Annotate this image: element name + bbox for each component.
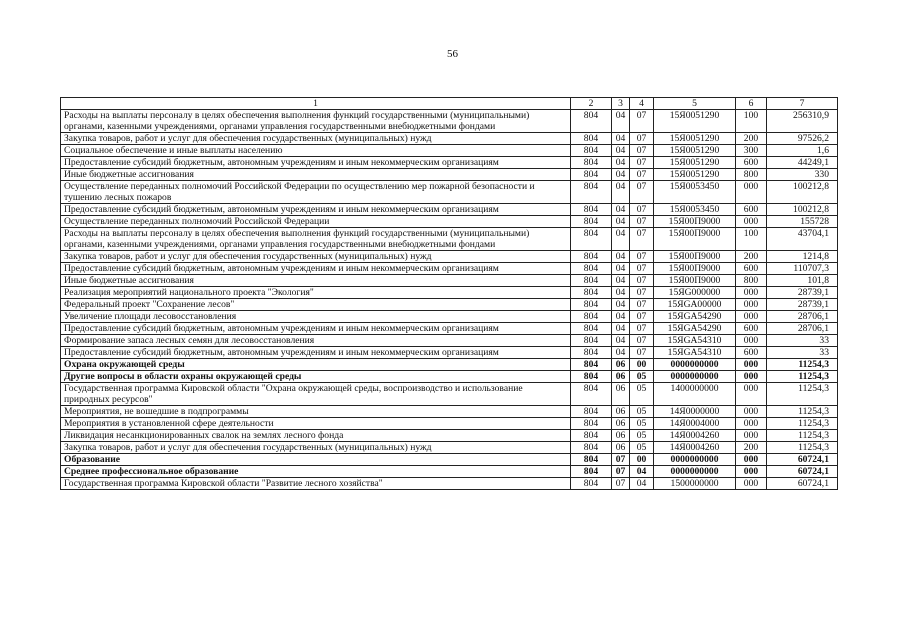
- cell-amount: 33: [767, 335, 838, 347]
- cell-amount: 11254,3: [767, 430, 838, 442]
- table-row: [61, 110, 838, 133]
- cell-ministry-code: 804: [571, 204, 612, 216]
- cell-target-article: 14Я0004260: [654, 442, 736, 454]
- cell-subsection: 07: [630, 157, 654, 169]
- cell-amount: 11254,3: [767, 383, 838, 406]
- cell-section: 06: [612, 359, 630, 371]
- cell-name: Мероприятия в установленной сфере деятельности: [61, 418, 571, 430]
- cell-amount: 60724,1: [767, 478, 838, 490]
- cell-expense-type: 000: [736, 359, 767, 371]
- cell-section: 04: [612, 133, 630, 145]
- cell-target-article: 15Я0051290: [654, 157, 736, 169]
- cell-name: Среднее профессиональное образование: [61, 466, 571, 478]
- cell-target-article: 15ЯGA54310: [654, 335, 736, 347]
- cell-subsection: 07: [630, 251, 654, 263]
- column-header-1: 1: [61, 98, 571, 110]
- cell-expense-type: 000: [736, 216, 767, 228]
- table-row: [61, 478, 838, 490]
- table-row: [61, 454, 838, 466]
- cell-ministry-code: 804: [571, 406, 612, 418]
- cell-target-article: 14Я0000000: [654, 406, 736, 418]
- cell-ministry-code: 804: [571, 299, 612, 311]
- cell-subsection: 07: [630, 335, 654, 347]
- cell-ministry-code: 804: [571, 323, 612, 335]
- cell-target-article: 15Я0051290: [654, 110, 736, 133]
- cell-target-article: 1500000000: [654, 478, 736, 490]
- cell-subsection: 07: [630, 323, 654, 335]
- table-row: [61, 430, 838, 442]
- cell-amount: 44249,1: [767, 157, 838, 169]
- cell-name: Охрана окружающей среды: [61, 359, 571, 371]
- cell-section: 04: [612, 335, 630, 347]
- cell-target-article: 15Я0053450: [654, 181, 736, 204]
- cell-expense-type: 100: [736, 110, 767, 133]
- cell-section: 06: [612, 418, 630, 430]
- cell-ministry-code: 804: [571, 359, 612, 371]
- table-row: [61, 371, 838, 383]
- cell-expense-type: 000: [736, 454, 767, 466]
- cell-expense-type: 800: [736, 275, 767, 287]
- cell-amount: 11254,3: [767, 442, 838, 454]
- cell-expense-type: 000: [736, 181, 767, 204]
- cell-name: Формирование запаса лесных семян для лесовосстановления: [61, 335, 571, 347]
- cell-subsection: 05: [630, 418, 654, 430]
- cell-subsection: 04: [630, 478, 654, 490]
- cell-section: 04: [612, 263, 630, 275]
- cell-amount: 97526,2: [767, 133, 838, 145]
- cell-name: Другие вопросы в области охраны окружающей среды: [61, 371, 571, 383]
- cell-subsection: 04: [630, 466, 654, 478]
- cell-ministry-code: 804: [571, 228, 612, 251]
- table-row: [61, 347, 838, 359]
- cell-section: 04: [612, 181, 630, 204]
- cell-section: 07: [612, 454, 630, 466]
- cell-target-article: 0000000000: [654, 371, 736, 383]
- table-row: [61, 418, 838, 430]
- cell-expense-type: 000: [736, 287, 767, 299]
- cell-target-article: 15ЯGA00000: [654, 299, 736, 311]
- cell-amount: 28706,1: [767, 311, 838, 323]
- cell-amount: 33: [767, 347, 838, 359]
- cell-amount: 1,6: [767, 145, 838, 157]
- cell-ministry-code: 804: [571, 454, 612, 466]
- cell-subsection: 00: [630, 359, 654, 371]
- cell-subsection: 07: [630, 145, 654, 157]
- column-header-2: 2: [571, 98, 612, 110]
- table-row: [61, 251, 838, 263]
- table-row: [61, 157, 838, 169]
- cell-ministry-code: 804: [571, 145, 612, 157]
- cell-ministry-code: 804: [571, 263, 612, 275]
- cell-ministry-code: 804: [571, 335, 612, 347]
- cell-ministry-code: 804: [571, 347, 612, 359]
- cell-section: 06: [612, 406, 630, 418]
- cell-amount: 11254,3: [767, 371, 838, 383]
- cell-subsection: 00: [630, 454, 654, 466]
- cell-amount: 110707,3: [767, 263, 838, 275]
- cell-section: 04: [612, 347, 630, 359]
- cell-expense-type: 600: [736, 323, 767, 335]
- cell-target-article: 0000000000: [654, 454, 736, 466]
- cell-section: 04: [612, 216, 630, 228]
- cell-target-article: 15Я00П9000: [654, 251, 736, 263]
- cell-name: Закупка товаров, работ и услуг для обеспечения государственных (муниципальных) нужд: [61, 251, 571, 263]
- column-header-4: 4: [630, 98, 654, 110]
- cell-amount: 28739,1: [767, 299, 838, 311]
- cell-expense-type: 000: [736, 418, 767, 430]
- cell-subsection: 07: [630, 169, 654, 181]
- cell-expense-type: 000: [736, 383, 767, 406]
- cell-expense-type: 000: [736, 478, 767, 490]
- cell-expense-type: 800: [736, 169, 767, 181]
- cell-name: Предоставление субсидий бюджетным, автономным учреждениям и иным некоммерческим организациям: [61, 204, 571, 216]
- budget-table: [60, 97, 838, 490]
- cell-name: Предоставление субсидий бюджетным, автономным учреждениям и иным некоммерческим организациям: [61, 347, 571, 359]
- cell-subsection: 07: [630, 216, 654, 228]
- cell-expense-type: 000: [736, 371, 767, 383]
- cell-section: 04: [612, 204, 630, 216]
- cell-subsection: 07: [630, 133, 654, 145]
- cell-name: Предоставление субсидий бюджетным, автономным учреждениям и иным некоммерческим организациям: [61, 157, 571, 169]
- cell-expense-type: 000: [736, 406, 767, 418]
- cell-section: 04: [612, 110, 630, 133]
- cell-target-article: 15ЯG000000: [654, 287, 736, 299]
- cell-expense-type: 200: [736, 133, 767, 145]
- table-row: [61, 311, 838, 323]
- cell-expense-type: 300: [736, 145, 767, 157]
- cell-name: Ликвидация несанкционированных свалок на землях лесного фонда: [61, 430, 571, 442]
- table-row: [61, 323, 838, 335]
- cell-subsection: 07: [630, 347, 654, 359]
- cell-expense-type: 600: [736, 157, 767, 169]
- cell-subsection: 07: [630, 228, 654, 251]
- table-row: [61, 406, 838, 418]
- table-row: [61, 359, 838, 371]
- cell-name: Предоставление субсидий бюджетным, автономным учреждениям и иным некоммерческим организациям: [61, 323, 571, 335]
- table-row: [61, 204, 838, 216]
- cell-section: 07: [612, 478, 630, 490]
- cell-ministry-code: 804: [571, 216, 612, 228]
- cell-expense-type: 000: [736, 466, 767, 478]
- cell-expense-type: 100: [736, 228, 767, 251]
- cell-name: Федеральный проект "Сохранение лесов": [61, 299, 571, 311]
- cell-target-article: 15Я00П9000: [654, 263, 736, 275]
- cell-subsection: 05: [630, 442, 654, 454]
- cell-expense-type: 600: [736, 204, 767, 216]
- cell-amount: 256310,9: [767, 110, 838, 133]
- cell-ministry-code: 804: [571, 383, 612, 406]
- cell-ministry-code: 804: [571, 442, 612, 454]
- cell-section: 06: [612, 442, 630, 454]
- cell-amount: 28739,1: [767, 287, 838, 299]
- cell-subsection: 07: [630, 110, 654, 133]
- cell-section: 04: [612, 275, 630, 287]
- cell-amount: 11254,3: [767, 418, 838, 430]
- cell-target-article: 15Я00П9000: [654, 228, 736, 251]
- cell-section: 04: [612, 323, 630, 335]
- cell-subsection: 07: [630, 287, 654, 299]
- cell-name: Увеличение площади лесовосстановления: [61, 311, 571, 323]
- column-header-6: 6: [736, 98, 767, 110]
- table-row: [61, 287, 838, 299]
- cell-section: 06: [612, 371, 630, 383]
- table-row: [61, 145, 838, 157]
- cell-subsection: 05: [630, 406, 654, 418]
- cell-amount: 11254,3: [767, 406, 838, 418]
- cell-expense-type: 000: [736, 335, 767, 347]
- cell-name: Иные бюджетные ассигнования: [61, 169, 571, 181]
- cell-target-article: 0000000000: [654, 359, 736, 371]
- cell-name: Государственная программа Кировской области "Развитие лесного хозяйства": [61, 478, 571, 490]
- table-row: [61, 383, 838, 406]
- cell-expense-type: 000: [736, 430, 767, 442]
- cell-ministry-code: 804: [571, 251, 612, 263]
- cell-section: 04: [612, 228, 630, 251]
- table-row: [61, 228, 838, 251]
- table-row: [61, 169, 838, 181]
- cell-ministry-code: 804: [571, 430, 612, 442]
- cell-target-article: 15Я0051290: [654, 169, 736, 181]
- cell-target-article: 15Я00П9000: [654, 275, 736, 287]
- cell-subsection: 07: [630, 299, 654, 311]
- cell-amount: 60724,1: [767, 454, 838, 466]
- cell-section: 04: [612, 287, 630, 299]
- cell-name: Иные бюджетные ассигнования: [61, 275, 571, 287]
- cell-section: 04: [612, 251, 630, 263]
- cell-section: 04: [612, 145, 630, 157]
- table-row: [61, 466, 838, 478]
- cell-name: Социальное обеспечение и иные выплаты населению: [61, 145, 571, 157]
- table-row: [61, 181, 838, 204]
- cell-ministry-code: 804: [571, 181, 612, 204]
- cell-target-article: 15ЯGA54290: [654, 311, 736, 323]
- cell-target-article: 15ЯGA54290: [654, 323, 736, 335]
- cell-ministry-code: 804: [571, 466, 612, 478]
- table-row: [61, 275, 838, 287]
- cell-name: Образование: [61, 454, 571, 466]
- cell-name: Закупка товаров, работ и услуг для обеспечения государственных (муниципальных) нужд: [61, 442, 571, 454]
- cell-target-article: 15ЯGA54310: [654, 347, 736, 359]
- cell-target-article: 0000000000: [654, 466, 736, 478]
- cell-name: Реализация мероприятий национального проекта "Экология": [61, 287, 571, 299]
- cell-amount: 28706,1: [767, 323, 838, 335]
- cell-section: 04: [612, 169, 630, 181]
- table-header-row: [61, 98, 838, 110]
- cell-amount: 43704,1: [767, 228, 838, 251]
- cell-subsection: 07: [630, 311, 654, 323]
- column-header-3: 3: [612, 98, 630, 110]
- cell-amount: 60724,1: [767, 466, 838, 478]
- cell-amount: 330: [767, 169, 838, 181]
- cell-ministry-code: 804: [571, 169, 612, 181]
- cell-name: Расходы на выплаты персоналу в целях обеспечения выполнения функций государственными (муниципальными) органами, казенными учреждениями, органами управления государственными внебюджетными фондами: [61, 110, 571, 133]
- cell-ministry-code: 804: [571, 275, 612, 287]
- table-row: [61, 216, 838, 228]
- cell-expense-type: 600: [736, 347, 767, 359]
- table-row: [61, 442, 838, 454]
- cell-section: 04: [612, 299, 630, 311]
- cell-name: Осуществление переданных полномочий Российской Федерации по осуществлению мер пожарной безопасности и тушению лесных пожаров: [61, 181, 571, 204]
- cell-target-article: 15Я0051290: [654, 145, 736, 157]
- table-row: [61, 335, 838, 347]
- cell-expense-type: 200: [736, 442, 767, 454]
- cell-amount: 11254,3: [767, 359, 838, 371]
- cell-amount: 1214,8: [767, 251, 838, 263]
- cell-subsection: 07: [630, 204, 654, 216]
- cell-amount: 155728: [767, 216, 838, 228]
- cell-subsection: 07: [630, 263, 654, 275]
- cell-name: Государственная программа Кировской области "Охрана окружающей среды, воспроизводство и использование природных ресурсов": [61, 383, 571, 406]
- cell-section: 07: [612, 466, 630, 478]
- cell-amount: 100212,8: [767, 204, 838, 216]
- cell-ministry-code: 804: [571, 133, 612, 145]
- cell-name: Расходы на выплаты персоналу в целях обеспечения выполнения функций государственными (муниципальными) органами, казенными учреждениями, органами управления государственными внебюджетными фондами: [61, 228, 571, 251]
- cell-expense-type: 000: [736, 299, 767, 311]
- cell-ministry-code: 804: [571, 157, 612, 169]
- cell-target-article: 15Я0053450: [654, 204, 736, 216]
- cell-subsection: 05: [630, 371, 654, 383]
- cell-target-article: 15Я0051290: [654, 133, 736, 145]
- cell-section: 06: [612, 383, 630, 406]
- cell-target-article: 14Я0004260: [654, 430, 736, 442]
- cell-ministry-code: 804: [571, 110, 612, 133]
- cell-target-article: 1400000000: [654, 383, 736, 406]
- cell-subsection: 05: [630, 383, 654, 406]
- cell-amount: 100212,8: [767, 181, 838, 204]
- cell-name: Осуществление переданных полномочий Российской Федерации: [61, 216, 571, 228]
- table-row: [61, 263, 838, 275]
- cell-section: 06: [612, 430, 630, 442]
- cell-target-article: 14Я0004000: [654, 418, 736, 430]
- cell-expense-type: 200: [736, 251, 767, 263]
- cell-ministry-code: 804: [571, 287, 612, 299]
- cell-section: 04: [612, 157, 630, 169]
- cell-target-article: 15Я00П9000: [654, 216, 736, 228]
- cell-name: Мероприятия, не вошедшие в подпрограммы: [61, 406, 571, 418]
- cell-amount: 101,8: [767, 275, 838, 287]
- cell-name: Закупка товаров, работ и услуг для обеспечения государственных (муниципальных) нужд: [61, 133, 571, 145]
- cell-expense-type: 600: [736, 263, 767, 275]
- cell-ministry-code: 804: [571, 371, 612, 383]
- cell-ministry-code: 804: [571, 478, 612, 490]
- cell-expense-type: 000: [736, 311, 767, 323]
- cell-name: Предоставление субсидий бюджетным, автономным учреждениям и иным некоммерческим организациям: [61, 263, 571, 275]
- cell-ministry-code: 804: [571, 311, 612, 323]
- column-header-7: 7: [767, 98, 838, 110]
- table-row: [61, 299, 838, 311]
- cell-subsection: 07: [630, 181, 654, 204]
- table-row: [61, 133, 838, 145]
- cell-subsection: 05: [630, 430, 654, 442]
- cell-section: 04: [612, 311, 630, 323]
- cell-subsection: 07: [630, 275, 654, 287]
- cell-ministry-code: 804: [571, 418, 612, 430]
- page-number: 56: [447, 48, 458, 60]
- column-header-5: 5: [654, 98, 736, 110]
